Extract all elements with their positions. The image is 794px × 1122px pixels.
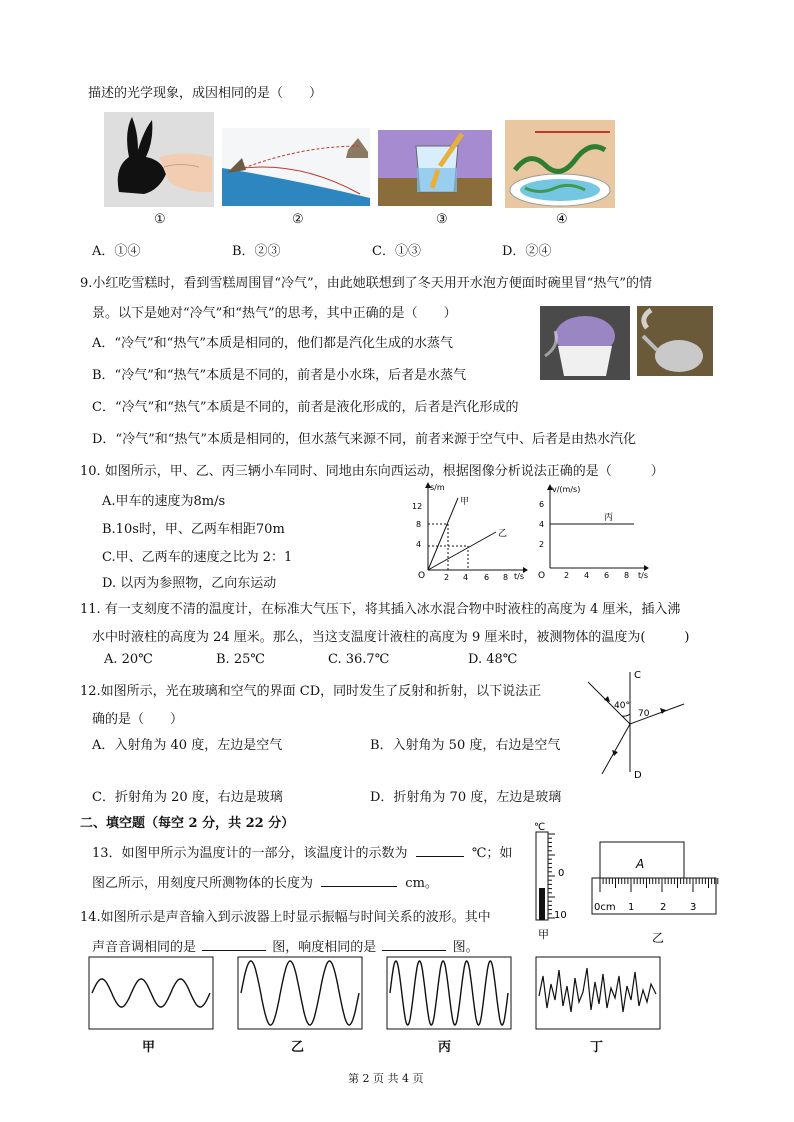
q8-option-b[interactable]: B．②③ (232, 244, 281, 259)
q8-image-2-mirage (222, 128, 370, 206)
q10-stem: 10. 如图所示，甲、乙、丙三辆小车同时、同地由东向西运动，根据图像分析说法正确的是（ ） (80, 464, 664, 479)
q10-g1-line-jia (428, 498, 458, 570)
q10-g2-xtick-2: 2 (564, 571, 570, 580)
q10-g1-origin: O (418, 571, 426, 580)
q10-g1-xtick-6: 6 (484, 573, 490, 580)
q10-g2-ytick-6: 6 (539, 500, 545, 509)
q14-caption-jia: 甲 (142, 1040, 156, 1055)
q10-option-a[interactable]: A.甲车的速度为8m/s (102, 494, 226, 509)
q13-ruler-tick-1: 1 (628, 902, 635, 913)
q11-option-d[interactable]: D. 48℃ (468, 652, 518, 667)
q9-image-icecream (540, 306, 630, 380)
q13-ruler-tick-3: 3 (690, 902, 697, 913)
q13-answer-blank-1[interactable] (416, 844, 464, 857)
q12-label-d: D (634, 770, 642, 780)
q10-g2-origin: O (538, 571, 546, 580)
q8-stem: 描述的光学现象，成因相同的是（ ） (88, 86, 323, 101)
q8-image-1-shadow-rabbit (104, 112, 214, 207)
q10-g1-xtick-4: 4 (463, 573, 469, 580)
q13-thermo-tick-0: 0 (558, 868, 565, 879)
q13-line2-b: cm。 (405, 876, 438, 891)
q8-label-2: ② (292, 212, 304, 227)
q14-wave-bing (386, 956, 512, 1030)
q13-line1-b: ℃；如 (471, 846, 513, 861)
q12-stem-line2: 确的是（ ） (92, 712, 184, 727)
q13-thermo-unit: ℃ (534, 822, 546, 833)
q13-answer-blank-2[interactable] (321, 874, 397, 887)
q10-g2-ytick-4: 4 (539, 520, 545, 529)
q13-line1 (92, 842, 512, 861)
q8-option-c[interactable]: C．①③ (372, 244, 421, 259)
q10-graph-vt (534, 480, 652, 580)
q10-g1-line-yi (428, 532, 496, 570)
q12-option-a[interactable]: A．入射角为 40 度，左边是空气 (92, 738, 283, 753)
q10-g1-xtick-8: 8 (503, 573, 509, 580)
q9-image-kettle (637, 306, 713, 376)
q13-thermo-tick-10: 10 (554, 910, 567, 921)
q10-g1-series-jia: 甲 (460, 497, 470, 507)
q12-angle-70: 70 (638, 709, 650, 719)
q14-wave-yi (237, 956, 363, 1030)
q10-g2-xtick-8: 8 (624, 571, 630, 580)
q8-option-a[interactable]: A．①④ (92, 244, 141, 259)
q12-figure-light-interface (580, 664, 690, 780)
q8-option-d[interactable]: D．②④ (502, 244, 552, 259)
q13-line2-a: 图乙所示，用刻度尺所测物体的长度为 (92, 876, 314, 891)
q10-g2-ylabel: v/(m/s) (552, 485, 581, 494)
q8-label-1: ① (154, 212, 166, 227)
q12-label-c: C (634, 670, 641, 681)
q11-stem-line1: 11. 有一支刻度不清的温度计，在标准大气压下，将其插入冰水混合物中时液柱的高度为 4 厘米，插入沸 (80, 602, 681, 617)
q13-line1-a: 13．如图甲所示为温度计的一部分，该温度计的示数为 (92, 846, 408, 861)
q10-g1-series-yi: 乙 (498, 529, 508, 539)
q12-stem-line1: 12.如图所示，光在玻璃和空气的界面 CD，同时发生了反射和折射，以下说法正 (80, 684, 542, 699)
q9-option-c[interactable]: C．“冷气”和“热气”本质是不同的，前者是液化形成的，后者是汽化形成的 (92, 400, 519, 415)
q14-line2-c: 图。 (452, 940, 479, 955)
q13-thermo-caption: 甲 (538, 928, 549, 941)
q12-option-b[interactable]: B．入射角为 50 度，右边是空气 (370, 738, 561, 753)
q8-image-3-refraction-glass (378, 130, 492, 206)
q10-graph-st (408, 480, 528, 580)
q10-g1-ytick-12: 12 (412, 502, 423, 511)
q14-line2 (92, 936, 479, 955)
q10-g2-ytick-2: 2 (539, 540, 545, 549)
q13-thermometer (524, 818, 574, 942)
q11-option-c[interactable]: C. 36.7℃ (328, 652, 390, 667)
q13-ruler-tick-2: 2 (660, 902, 667, 913)
q14-wave-jia (88, 956, 214, 1030)
q8-image-4-snake-reflection (505, 120, 615, 208)
q12-angle-40: 40° (614, 701, 630, 711)
q10-g2-xtick-6: 6 (604, 571, 610, 580)
q10-g2-xtick-4: 4 (584, 571, 590, 580)
q9-option-a[interactable]: A．“冷气”和“热气”本质是相同的，他们都是汽化生成的水蒸气 (92, 336, 453, 351)
q14-line2-b: 图，响度相同的是 (272, 940, 377, 955)
q13-ruler-caption: 乙 (652, 931, 665, 945)
q10-option-c[interactable]: C.甲、乙两车的速度之比为 2：1 (102, 550, 293, 565)
q9-stem-line1: 9.小红吃雪糕时，看到雪糕周围冒“冷气”，由此她联想到了冬天用开水泡方便面时碗里冒“热气”的情 (80, 276, 652, 291)
q10-g2-xlabel: t/s (638, 571, 648, 580)
q9-stem-line2: 景。以下是她对“冷气”和“热气”的思考，其中正确的是（ ） (92, 306, 457, 321)
q13-thermo-liquid (539, 888, 545, 920)
q10-g2-series-bing: 丙 (604, 513, 614, 523)
q14-answer-blank-2[interactable] (382, 938, 446, 951)
q9-option-d[interactable]: D．“冷气”和“热气”本质是相同的，但水蒸气来源不同，前者来源于空气中、后者是由热水汽化 (92, 432, 637, 447)
q11-option-a[interactable]: A. 20℃ (104, 652, 153, 667)
q10-option-d[interactable]: D. 以丙为参照物，乙向东运动 (102, 576, 277, 591)
q14-wave-ding-path (539, 968, 656, 1012)
q13-line2 (92, 872, 438, 891)
q11-stem-line2: 水中时液柱的高度为 24 厘米。那么，当这支温度计液柱的高度为 9 厘米时，被测物体的温度为( ) (92, 630, 690, 645)
q10-g1-ytick-8: 8 (416, 520, 422, 529)
q12-option-c[interactable]: C．折射角为 20 度，右边是玻璃 (92, 790, 283, 805)
q14-caption-yi: 乙 (291, 1040, 305, 1055)
q12-option-d[interactable]: D．折射角为 70 度，左边是玻璃 (370, 790, 562, 805)
section2-title: 二、填空题（每空 2 分，共 22 分） (80, 816, 295, 831)
q13-block-label: A (636, 857, 645, 871)
q13-ruler (590, 838, 720, 946)
q14-line1: 14.如图所示是声音输入到示波器上时显示振幅与时间关系的波形。其中 (80, 910, 491, 925)
q9-option-b[interactable]: B．“冷气”和“热气”本质是不同的，前者是小水珠，后者是水蒸气 (92, 368, 467, 383)
q14-caption-bing: 丙 (438, 1040, 452, 1055)
q10-g1-ytick-4: 4 (416, 540, 422, 549)
q10-g1-xlabel: t/s (514, 572, 524, 580)
q14-wave-ding (535, 956, 661, 1030)
q14-answer-blank-1[interactable] (202, 938, 266, 951)
q13-ruler-tick-0: 0cm (594, 902, 616, 913)
q8-label-3: ③ (436, 212, 448, 227)
q14-caption-ding: 丁 (590, 1040, 604, 1055)
page-footer: 第 2 页 共 4 页 (348, 1072, 424, 1085)
q10-g1-ylabel: s/m (430, 483, 445, 492)
q11-option-b[interactable]: B. 25℃ (216, 652, 265, 667)
q14-line2-a: 声音音调相同的是 (92, 940, 197, 955)
q8-label-4: ④ (556, 212, 568, 227)
q10-option-b[interactable]: B.10s时，甲、乙两车相距70m (102, 522, 285, 537)
q10-g1-xtick-2: 2 (444, 573, 450, 580)
